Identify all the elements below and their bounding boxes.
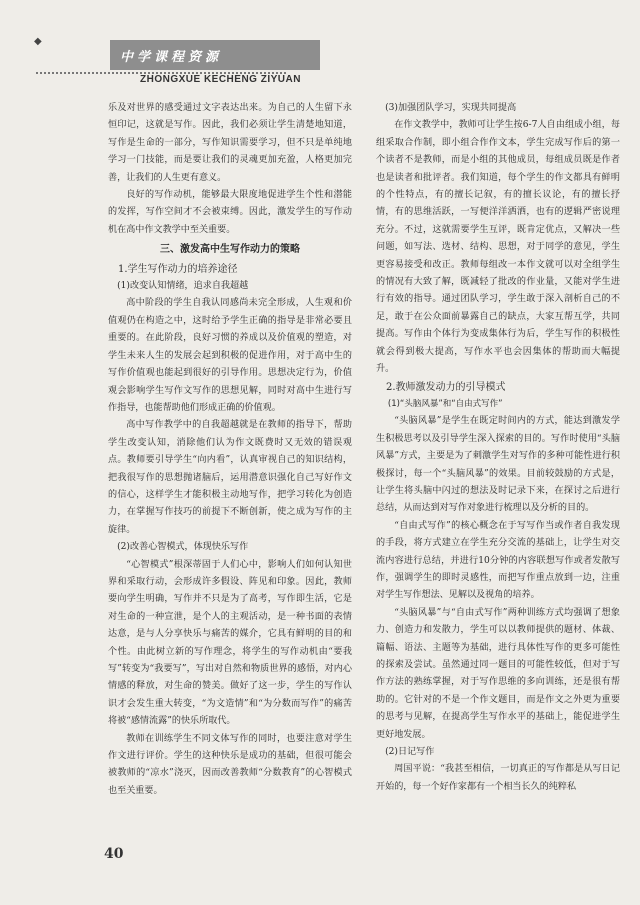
- sub-subsection-heading: (1)改变认知情绪，追求自我超越: [117, 281, 249, 292]
- sub-subsection-heading: (3)加强团队学习，实现共同提高: [385, 103, 517, 113]
- left-text-column: [108, 100, 352, 800]
- paragraph: “心智模式”根深蒂固于人们心中，影响人们如何认知世界和采取行动，会形成许多假设、阵见和印象。因此，教师要向学生明确，写作并不只是为了高考，写作即生活，它是对生命的一种宣泄，是个人的主观活动，是一种书面的表情达意，是与人分享快乐与痛苦的媒介，它具有鲜明的目的和个性。由此树立新的写作理念，将学生的写作动机由“要我写”转变为“我要写”，写出对自然和物质世界的感悟，对内心情感的释放，对生命的赞美。做好了这一步，学生的写作认识才会发生重大转变，“为文造情”和“为分数而写作”的痛苦将被“感情流露”的快乐所取代。: [108, 559, 352, 727]
- paragraph-continued: 乐及对世界的感受通过文字表达出来。为自己的人生留下永恒印记，这就是写作。因此，我们必须让学生清楚地知道，写作是生命的一部分，写作知识需要学习，但不只是单纯地学习一门技能，而是要让我们的灵魂更加充盈，人格更加完善，让我们的人生更有意义。: [108, 103, 352, 183]
- paragraph: 在作文教学中，教师可让学生按6-7人自由组成小组，每组采取合作制，即小组合作作文本，学生完成写作后的第一个读者不是教师，而是小组的其他成员，每组成员既是作者也是读者和批评者。我们知道，每个学生的作文都具有鲜明的个性特点，有的擅长记叙，有的擅长议论，有的擅长抒情，有的思维活跃，一写便洋洋洒洒，也有的逻辑严密说理充分。不过，这就需要学生互评，既肯定优点，又解决一些问题，如写法、选材、结构、思想，对于同学的意见，学生更容易接受和改正。教师每组改一本作文就可以对全组学生的情况有大致了解，既减轻了批改的作业量，又能对学生进行有效的指导。通过团队学习，学生敢于深入剖析自己的不足，敢于在公众面前暴露自己的缺点，大家互帮互学，共同提高。写作由个体行为变成集体行为后，学生写作的积极性就会得到极大提高，写作水平也会因集体的帮助而大幅提升。: [376, 120, 620, 375]
- paragraph: “自由式写作”的核心概念在于写写作当或作者自我发现的手段，将方式建立在学生充分交流的基础上，让学生对交流内容进行总结，并进行10分钟的内容联想写作或者发散写作，强调学生的即时灵感性，而把写作重点放到一边，注重对学生写作想法、见解以及视角的培养。: [376, 520, 620, 601]
- paragraph: 高中写作教学中的自我超越就是在教师的指导下，帮助学生改变认知，消除他们认为作文既费时又无效的错误观点。教师要引导学生“向内看”，认真审视自己的知识结构，把我很写作的思想抛诸脑后，运用潜意识强化自己写好作文的信心，这样学生才能积极主动地写作，把学习转化为创造力，在掌握写作技巧的前提下不断创新，使之成为写作的主旋律。: [108, 420, 352, 535]
- subsection-heading: 2.教师激发动力的引导模式: [386, 381, 506, 393]
- subsection-heading: 1.学生写作动力的培养途径: [118, 263, 238, 275]
- section-heading: 三、激发高中生写作动力的策略: [160, 244, 300, 256]
- sub-subsection-heading: (2)改善心智模式，体现快乐写作: [117, 542, 249, 553]
- paragraph: 良好的写作动机，能够最大限度地促进学生个性和潜能的发挥，写作空间才不会被束缚。因此，激发学生的写作动机在高中作文教学中至关重要。: [108, 190, 352, 235]
- page-number: 40: [104, 846, 124, 862]
- paragraph: 周国平说：“我甚至相信，一切真正的写作都是从写日记开始的，每一个好作家都有一个相当长久的纯粹私: [376, 764, 620, 792]
- page-header: [110, 40, 320, 85]
- sub-subsection-heading: (1)“头脑风暴”和“自由式写作”: [387, 398, 503, 409]
- paragraph: 高中阶段的学生自我认同感尚未完全形成，人生观和价值观仍在构造之中，这时给予学生正确的指导是非常必要且重要的。在此阶段，良好习惯的养成以及价值观的塑造，对学生未来人生的发展会起到积极的促进作用，对于高中生的写作价值观也能起到很好的引导作用。思想决定行为，价值观会影响学生写作文写作的思想见解，同时对高中生进行写作指导，也能帮助他们形成正确的价值观。: [108, 298, 352, 413]
- right-text-column: [376, 100, 620, 796]
- header-divider: [36, 72, 286, 74]
- header-subtitle: ZHONGXUE KECHENG ZIYUAN: [140, 74, 301, 85]
- paragraph: 教师在训练学生不同文体写作的同时，也要注意对学生作文进行评价。学生的这种快乐是成功的基础，但很可能会被教师的“凉水”浇灭，因而改善教师“分数教育”的心智模式也至关重要。: [108, 733, 352, 796]
- header-banner: 中学课程资源: [110, 40, 320, 70]
- corner-mark: ◆: [34, 36, 42, 47]
- sub-subsection-heading: (2)日记写作: [385, 747, 435, 758]
- paragraph: “头脑风暴”与“自由式写作”两种训练方式均强调了想象力、创造力和发散力，学生可以以教师提供的题材、体裁、篇幅、语法、主题等为基础，进行具体性写作的更多可能性的探索及尝试。虽然通过同一题目的可能性较低，但对于写作方法的熟练掌握，对于写作思维的多向训练，还是很有帮助的。它针对的不是一个作文题目，而是作文之外更为重要的思考与见解，在提高学生写作水平的基础上，能促进学生更好地发展。: [376, 607, 620, 740]
- paragraph: “头脑风暴”是学生在既定时间内的方式，能达到激发学生积极思考以及引导学生深入探索的目的。写作时使用“头脑风暴”方式，主要是为了刺激学生对写作的多种可能性进行积极探讨，每一个“头脑风暴”的效果。目前较鼓励的方式是，让学生将头脑中闪过的想法及时记录下来，在探讨之后进行总结，从而达到对写作对象进行梳理以及分析的目的。: [376, 416, 620, 514]
